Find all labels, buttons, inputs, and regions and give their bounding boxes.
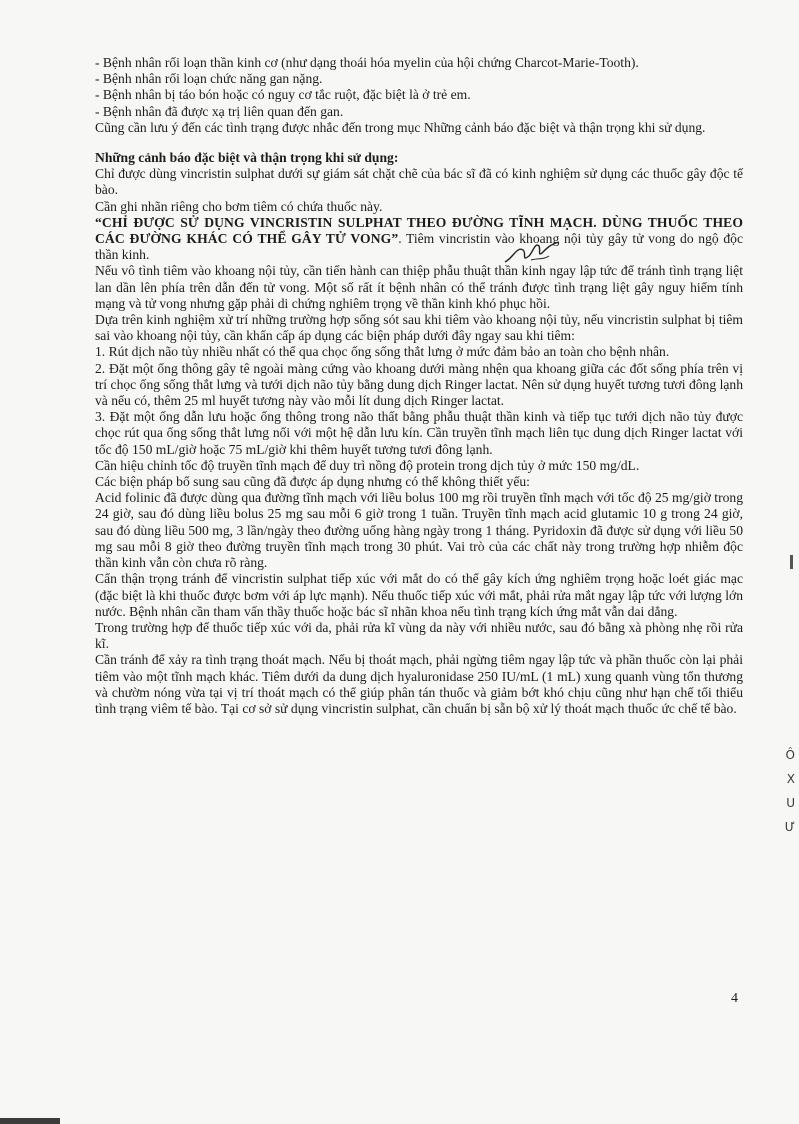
document-body [95, 55, 743, 717]
numbered-step: 2. Đặt một ống thông gây tê ngoài màng cứng vào khoang dưới màng nhện qua khoang giữa các đốt sống phía trên vị trí chọc ống sống thắt lưng và tưới dịch não tủy bằng dung dịch Ringer lactat. Nên sử dụng huyết tương tươi đông lạnh và nếu có, thêm 25 ml huyết tương này vào mỗi lít dung dịch Ringer lactat. [95, 360, 743, 409]
body-paragraph: Cẩn thận trọng tránh để vincristin sulphat tiếp xúc với mắt do có thể gây kích ứng nghiêm trọng hoặc loét giác mạc (đặc biệt là khi thuốc được bơm với áp lực mạnh). Nếu thuốc tiếp xúc với mắt, phải rửa mắt ngay lập tức với lượng lớn nước. Bệnh nhân cần tham vấn thầy thuốc hoặc bác sĩ nhãn khoa nếu tình trạng kích ứng mắt vẫn dai dẳng. [95, 571, 743, 619]
route-warning-paragraph [95, 215, 743, 264]
numbered-step: 3. Đặt một ống dẫn lưu hoặc ống thông trong não thất bằng phẫu thuật thần kinh và tiếp tục tưới dịch não tủy được chọc rút qua ống sống thắt lưng nối với một hệ dẫn lưu kín. Cần truyền tĩnh mạch liên tục dung dịch Ringer lactat với tốc độ 150 mL/giờ hoặc 75 mL/giờ khi thêm huyết tương tươi đông lạnh. [95, 409, 743, 457]
contraindication-item: - Bệnh nhân bị táo bón hoặc có nguy cơ tắc ruột, đặc biệt là ở trẻ em. [95, 87, 471, 103]
page-number: 4 [731, 991, 738, 1006]
scan-tick [790, 555, 793, 569]
body-paragraph: Acid folinic đã được dùng qua đường tĩnh mạch với liều bolus 100 mg rồi truyền tĩnh mạch với tốc độ 25 mg/giờ trong 24 giờ, sau đó dùng liều bolus 25 mg sau mỗi 6 giờ trong 1 tuần. Truyền tĩnh mạch acid glutamic 10 g trong 24 giờ, sau đó dùng liều 500 mg, 3 lần/ngày theo đường uống hàng ngày trong 1 tháng. Pyridoxin đã được sử dụng với liều 50 mg sau mỗi 8 giờ theo đường truyền tĩnh mạch trong 30 phút. Vai trò của các chất này trong trường hợp nhiễm độc thần kinh vẫn còn chưa rõ ràng. [95, 490, 743, 571]
route-warning-tail: . Tiêm vincristin vào khoang nội tủy gây tử vong do ngộ độc thần kinh. [95, 231, 743, 263]
scan-edge-marks [769, 0, 799, 1124]
margin-mark: U [786, 796, 795, 810]
margin-mark: Ô [785, 748, 795, 762]
contraindication-item: - Bệnh nhân đã được xạ trị liên quan đến gan. [95, 103, 344, 119]
route-warning-caps: “CHỈ ĐƯỢC SỬ DỤNG VINCRISTIN SULPHAT THEO ĐƯỜNG TĨNH MẠCH. DÙNG THUỐC THEO CÁC ĐƯỜNG KHÁC CÓ THỂ GÂY TỬ VONG” [95, 214, 743, 247]
handwritten-signature [503, 238, 561, 270]
body-paragraph: Cần hiệu chỉnh tốc độ truyền tĩnh mạch để duy trì nồng độ protein trong dịch tủy ở mức 150 mg/dL. [95, 457, 640, 473]
warning-paragraph: Chỉ được dùng vincristin sulphat dưới sự giám sát chặt chẽ của bác sĩ đã có kinh nghiệm sử dụng các thuốc gây độc tế bào. [95, 166, 743, 198]
body-paragraph: Cần tránh để xảy ra tình trạng thoát mạch. Nếu bị thoát mạch, phải ngừng tiêm ngay lập tức và phần thuốc còn lại phải tiêm vào một tĩnh mạch khác. Tiêm dưới da dung dịch hyaluronidase 250 IU/mL (1 mL) xung quanh vùng tổn thương và chườm nóng vừa tại vị trí thoát mạch có thể giúp phân tán thuốc và giảm bớt khó chịu cũng như hạn chế tối thiểu tình trạng viêm tế bào. Tại cơ sở sử dụng vincristin sulphat, cần chuẩn bị sẵn bộ xử lý thoát mạch thuốc ức chế tế bào. [95, 652, 743, 716]
scan-bottom-mark [0, 1118, 60, 1124]
warning-paragraph: Cần ghi nhãn riêng cho bơm tiêm có chứa thuốc này. [95, 198, 383, 214]
margin-mark: Ư [784, 820, 795, 834]
note-paragraph: Cũng cần lưu ý đến các tình trạng được nhắc đến trong mục Những cảnh báo đặc biệt và thận trọng khi sử dụng. [95, 119, 706, 135]
body-paragraph: Dựa trên kinh nghiệm xử trí những trường hợp sống sót sau khi tiêm vào khoang nội tủy, nếu vincristin sulphat bị tiêm sai vào khoang nội tủy, cần khẩn cấp áp dụng các biện pháp dưới đây ngay sau khi tiêm: [95, 312, 743, 344]
body-paragraph: Trong trường hợp để thuốc tiếp xúc với da, phải rửa kĩ vùng da này với nhiều nước, sau đó bằng xà phòng nhẹ rồi rửa kĩ. [95, 619, 743, 652]
section-heading: Những cảnh báo đặc biệt và thận trọng khi sử dụng: [95, 150, 399, 166]
contraindication-item: - Bệnh nhân rối loạn thần kinh cơ (như dạng thoái hóa myelin của hội chứng Charcot-Marie-Tooth). [95, 55, 639, 70]
margin-mark: X [786, 772, 795, 786]
body-paragraph: Các biện pháp bổ sung sau cũng đã được áp dụng nhưng có thể không thiết yếu: [95, 474, 530, 490]
body-paragraph: Nếu vô tình tiêm vào khoang nội tủy, cần tiến hành can thiệp phẫu thuật thần kinh ngay lập tức để tránh tình trạng liệt lan dần lên phía trên dẫn đến tử vong. Một số rất ít bệnh nhân có thể tránh được tình trạng liệt gây nguy hiểm tính mạng và tử vong nhưng gặp phải di chứng nghiêm trọng về thần kinh khó phục hồi. [95, 263, 743, 311]
numbered-step: 1. Rút dịch não tủy nhiều nhất có thể qua chọc ống sống thắt lưng ở mức đảm bảo an toàn cho bệnh nhân. [95, 344, 670, 360]
contraindication-item: - Bệnh nhân rối loạn chức năng gan nặng. [95, 71, 323, 87]
